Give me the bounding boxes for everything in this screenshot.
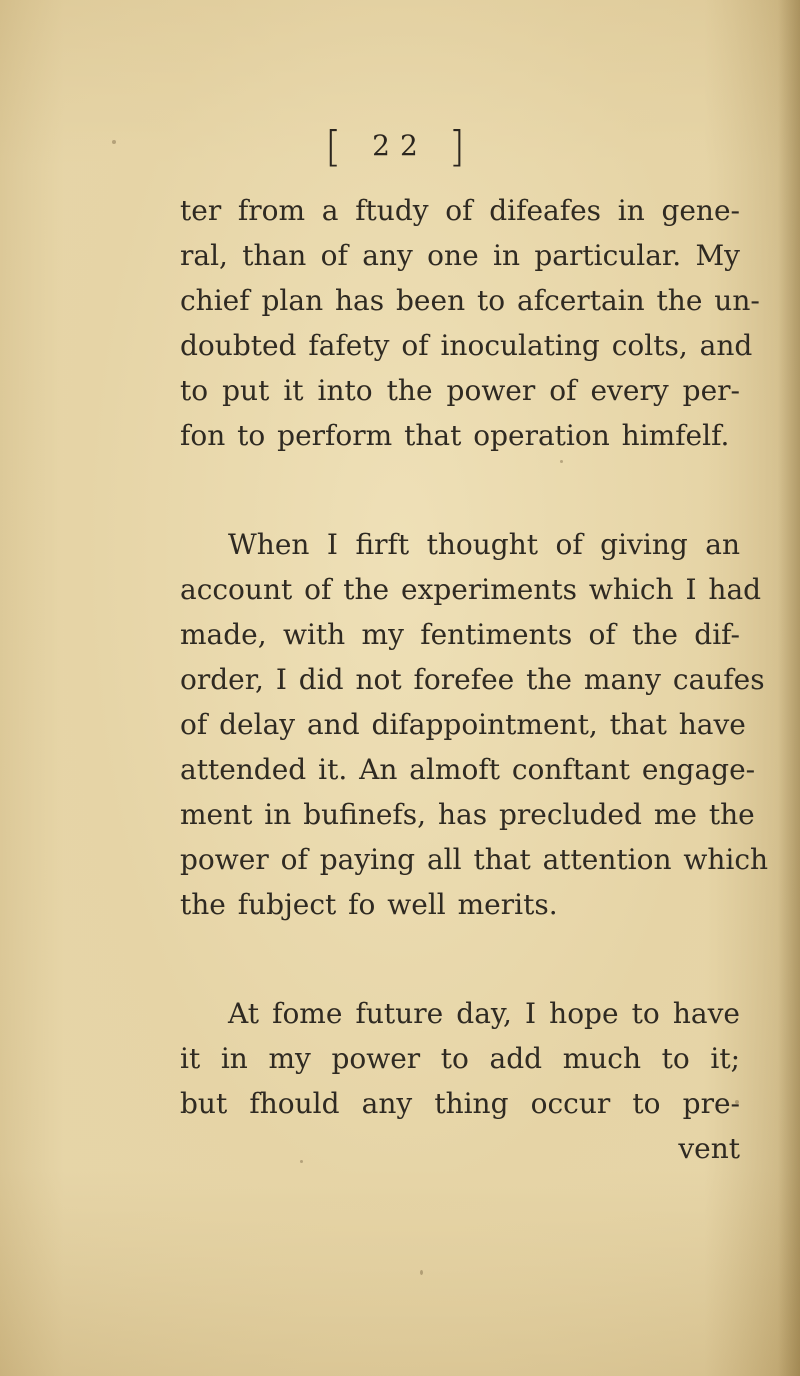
text-line: ment in bufinefs, has precluded me the [180, 798, 755, 831]
paragraph-3 [180, 991, 740, 1126]
page-header [0, 122, 800, 171]
text-line: attended it. An almoft conftant engage- [180, 753, 756, 786]
text-line: doubted fafety of inoculating colts, and [180, 329, 753, 362]
header-open-bracket: [ [324, 122, 352, 171]
text-line: When I firft thought of giving an [228, 528, 740, 561]
catchword: vent [678, 1132, 740, 1165]
text-line: but fhould any thing occur to pre- [180, 1087, 740, 1120]
paragraph-gap [180, 458, 740, 522]
text-line: At fome future day, I hope to have [228, 997, 740, 1030]
body-text [180, 188, 769, 1171]
paragraph-1 [180, 188, 760, 458]
page-number: 22 [372, 129, 428, 162]
text-line: it in my power to add much to it; [180, 1042, 740, 1075]
text-line: power of paying all that attention which [180, 843, 769, 876]
header-close-bracket: ] [448, 122, 476, 171]
text-line: order, I did not forefee the many caufes [180, 663, 765, 696]
paper-speck [420, 1270, 423, 1275]
text-line: account of the experiments which I had [180, 573, 762, 606]
text-line: made, with my fentiments of the dif- [180, 618, 740, 651]
paragraph-2 [180, 522, 769, 927]
text-line: to put it into the power of every per- [180, 374, 740, 407]
paragraph-gap [180, 927, 740, 991]
text-line: fon to perform that operation himfelf. [180, 419, 730, 452]
page-edge-shadow [778, 0, 800, 1376]
text-line: the fubject fo well merits. [180, 888, 558, 921]
text-line: chief plan has been to afcertain the un- [180, 284, 760, 317]
text-line: ral, than of any one in particular. My [180, 239, 740, 272]
text-line: of delay and difappointment, that have [180, 708, 746, 741]
text-line: ter from a ftudy of difeafes in gene- [180, 194, 740, 227]
